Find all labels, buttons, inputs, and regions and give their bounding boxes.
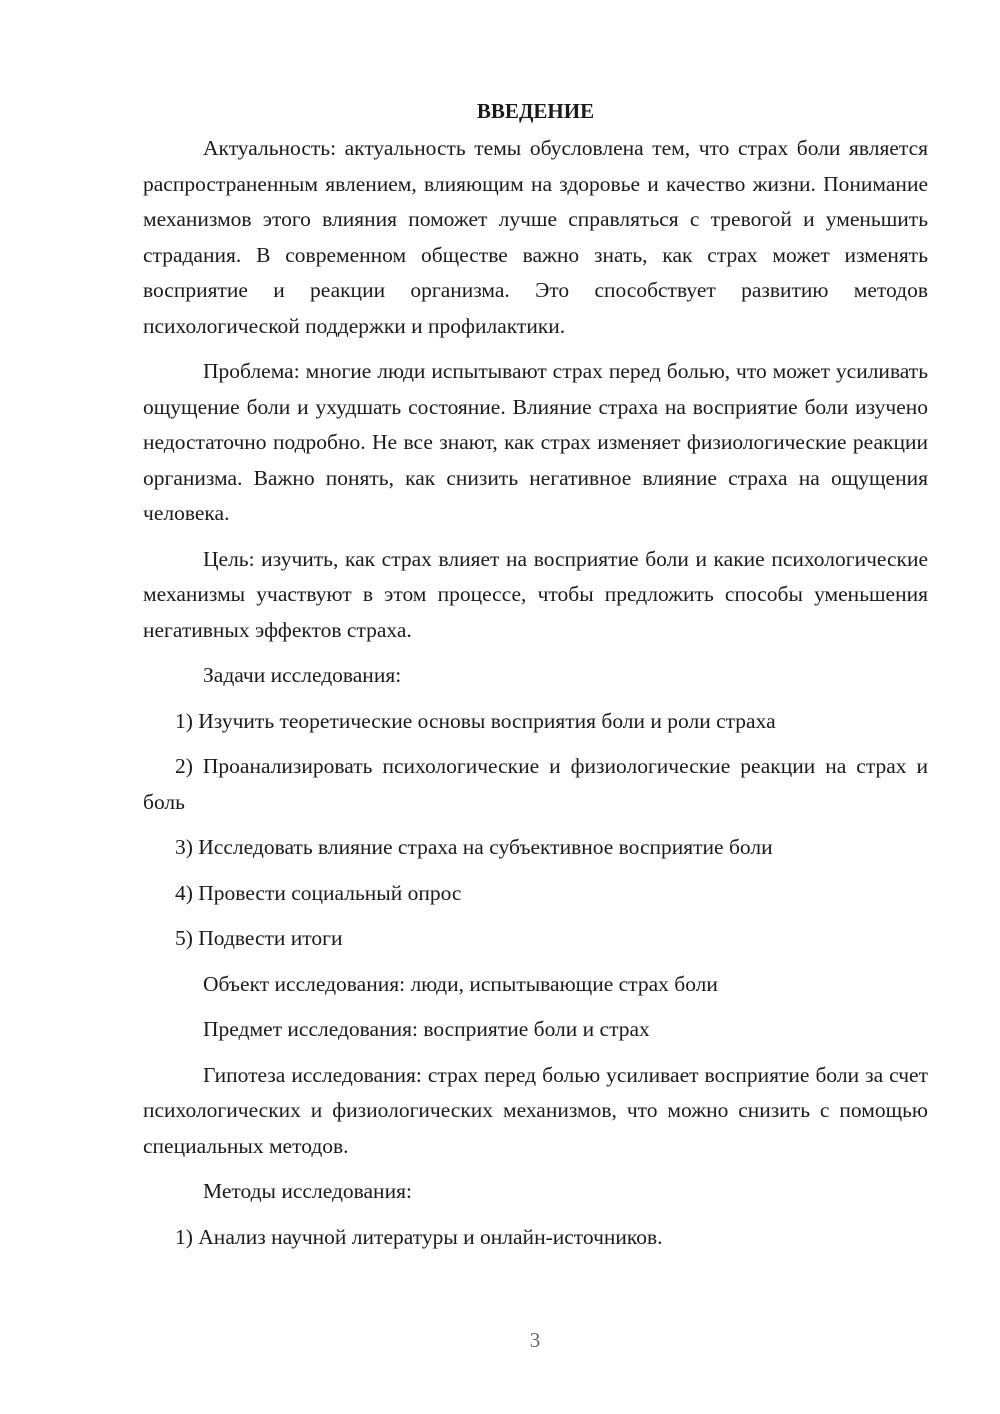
page-number: 3 [529, 1328, 541, 1352]
relevance-paragraph: Актуальность: актуальность темы обусловлена тем, что страх боли является распространенным явлением, влияющим на здоровье и качество жизни. Понимание механизмов этого влияния поможет лучше справляться с тревогой и уменьшить страдания. В современном обществе важно знать, как страх может изменять восприятие и реакции организма. Это способствует развитию методов психологической поддержки и профилактики. [143, 136, 928, 338]
research-subject: Предмет исследования: восприятие боли и страх [203, 1017, 650, 1041]
section-title: ВВЕДЕНИЕ [476, 99, 595, 123]
research-object: Объект исследования: люди, испытывающие страх боли [203, 971, 718, 996]
task-item: 2) Проанализировать психологические и физиологические реакции на страх и боль [143, 754, 928, 814]
goal-paragraph: Цель: изучить, как страх влияет на восприятие боли и какие психологические механизмы участвуют в этом процессе, чтобы предложить способы уменьшения негативных эффектов страха. [143, 546, 928, 642]
task-item: 1) Изучить теоретические основы восприятия боли и роли страха [175, 708, 776, 733]
task-item: 5) Подвести итоги [175, 926, 343, 950]
task-item: 4) Провести социальный опрос [175, 880, 462, 905]
tasks-heading: Задачи исследования: [203, 663, 402, 687]
method-item: 1) Анализ научной литературы и онлайн-источников. [175, 1224, 663, 1249]
methods-heading: Методы исследования: [203, 1179, 412, 1203]
problem-paragraph: Проблема: многие люди испытывают страх перед болью, что может усиливать ощущение боли и ухудшать состояние. Влияние страха на восприятие боли изучено недостаточно подробно. Не все знают, как страх изменяет физиологические реакции организма. Важно понять, как снизить негативное влияние страха на ощущения человека. [143, 359, 928, 525]
hypothesis-paragraph: Гипотеза исследования: страх перед болью усиливает восприятие боли за счет психологических и физиологических механизмов, что можно снизить с помощью специальных методов. [143, 1062, 928, 1158]
document-page [143, 93, 928, 1265]
task-item: 3) Исследовать влияние страха на субъективное восприятие боли [175, 835, 773, 859]
